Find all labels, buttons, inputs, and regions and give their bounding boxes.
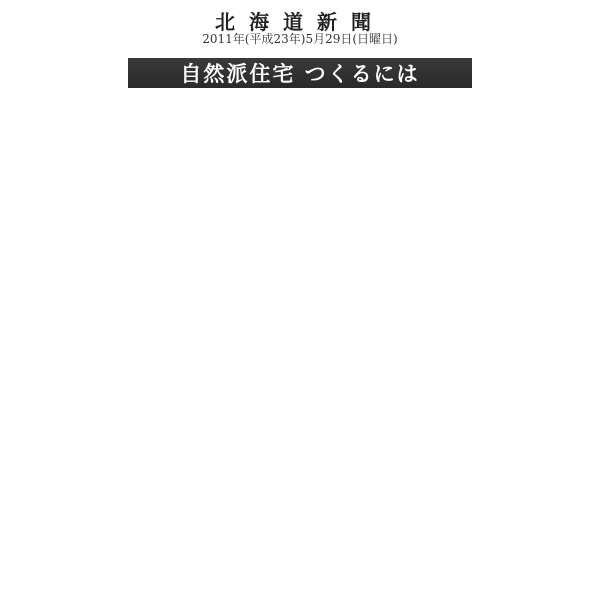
publication-dateline: 2011年(平成23年)5月29日(日曜日) [202, 32, 398, 46]
headline-band [128, 58, 472, 88]
newspaper-masthead: 北海道新聞 [215, 10, 385, 34]
article-headline: 自然派住宅 つくるには [180, 62, 420, 86]
